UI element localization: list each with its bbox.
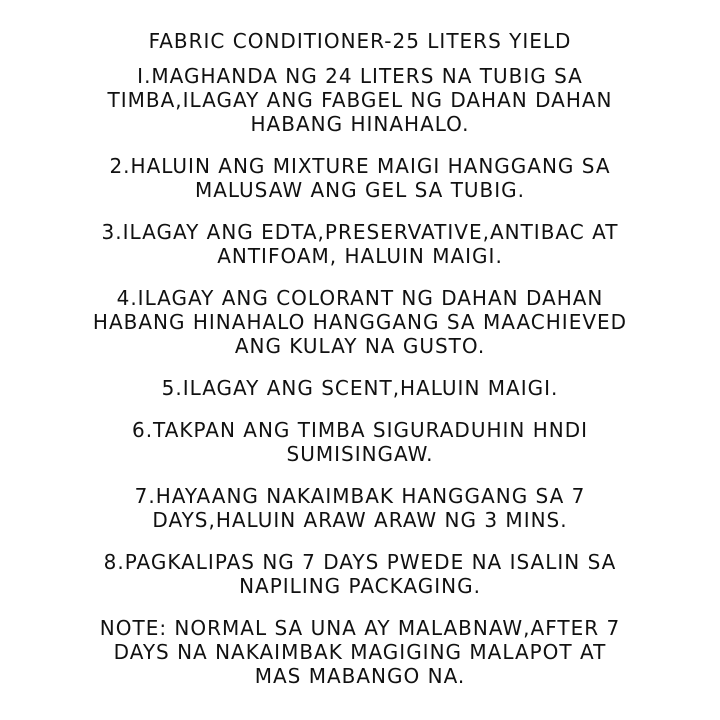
note [30,616,690,688]
step-line: NAPILING PACKAGING. [239,574,481,598]
note-line: MAS MABANGO NA. [254,664,466,688]
step-line: 7.HAYAANG NAKAIMBAK HANGGANG SA 7 [134,484,586,508]
step-line: 3.ILAGAY ANG EDTA,PRESERVATIVE,ANTIBAC AT [101,220,619,244]
step-line: MALUSAW ANG GEL SA TUBIG. [194,178,526,202]
note-line: DAYS NA NAKAIMBAK MAGIGING MALAPOT AT [113,640,607,664]
step-line: 5.ILAGAY ANG SCENT,HALUIN MAIGI. [161,376,559,400]
step-line: HABANG HINAHALO HANGGANG SA MAACHIEVED [92,310,628,334]
page-title: FABRIC CONDITIONER-25 LITERS YIELD [148,29,572,53]
step-line: ANTIFOAM, HALUIN MAIGI. [217,244,503,268]
steps-list [30,64,690,688]
step-5 [30,376,690,400]
step-2 [30,154,690,202]
note-line: NOTE: NORMAL SA UNA AY MALABNAW,AFTER 7 [99,616,621,640]
step-line: 2.HALUIN ANG MIXTURE MAIGI HANGGANG SA [109,154,611,178]
step-line: HABANG HINAHALO. [250,112,470,136]
step-7 [30,484,690,532]
step-6 [30,418,690,466]
step-8 [30,550,690,598]
step-line: 4.ILAGAY ANG COLORANT NG DAHAN DAHAN [116,286,604,310]
step-line: 8.PAGKALIPAS NG 7 DAYS PWEDE NA ISALIN SA [103,550,617,574]
step-1 [30,64,690,136]
step-3 [30,220,690,268]
step-line: SUMISINGAW. [286,442,434,466]
step-line: I.MAGHANDA NG 24 LITERS NA TUBIG SA [137,64,583,88]
step-line: DAYS,HALUIN ARAW ARAW NG 3 MINS. [152,508,568,532]
step-line: ANG KULAY NA GUSTO. [234,334,486,358]
step-line: TIMBA,ILAGAY ANG FABGEL NG DAHAN DAHAN [107,88,613,112]
step-line: 6.TAKPAN ANG TIMBA SIGURADUHIN HNDI [131,418,589,442]
step-4 [30,286,690,358]
